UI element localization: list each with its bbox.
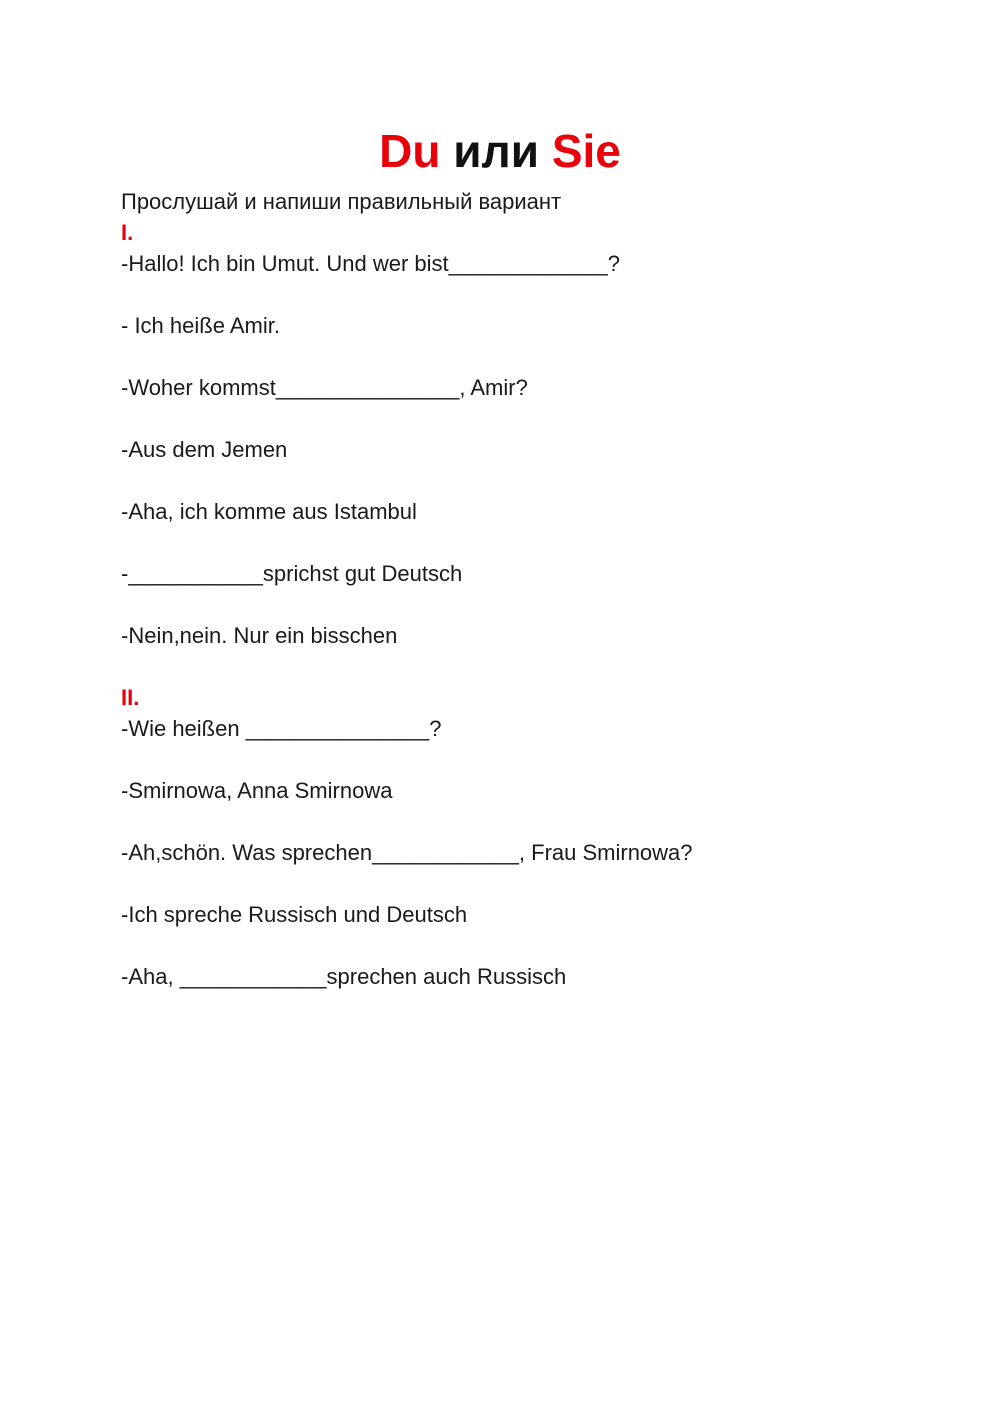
title-du: Du [379,125,441,177]
section-1 [121,217,941,682]
title-or: или [453,125,540,177]
dialogue-line: -Wie heißen _______________? [121,716,442,741]
worksheet-content [121,186,941,992]
instruction-text: Прослушай и напиши правильный вариант [121,189,562,214]
dialogue-line: -Ah,schön. Was sprechen____________, Frau Smirnowa? [121,840,693,865]
section-numeral: I. [121,220,134,245]
dialogue-line: -Aus dem Jemen [121,437,288,462]
section-numeral: II. [121,685,140,710]
dialogue-line: -Aha, ich komme aus Istambul [121,499,417,524]
dialogue-line: - Ich heiße Amir. [121,313,280,338]
section-2 [121,682,941,992]
dialogue-line: -___________sprichst gut Deutsch [121,561,463,586]
dialogue-line: -Aha, ____________sprechen auch Russisch [121,964,567,989]
dialogue-line: -Woher kommst_______________, Amir? [121,375,528,400]
dialogue-line: -Smirnowa, Anna Smirnowa [121,778,393,803]
dialogue-line: -Ich spreche Russisch und Deutsch [121,902,468,927]
dialogue-line: -Hallo! Ich bin Umut. Und wer bist_____________? [121,251,620,276]
page-title [0,122,1000,180]
dialogue-line: -Nein,nein. Nur ein bisschen [121,623,398,648]
title-sie: Sie [551,125,621,177]
